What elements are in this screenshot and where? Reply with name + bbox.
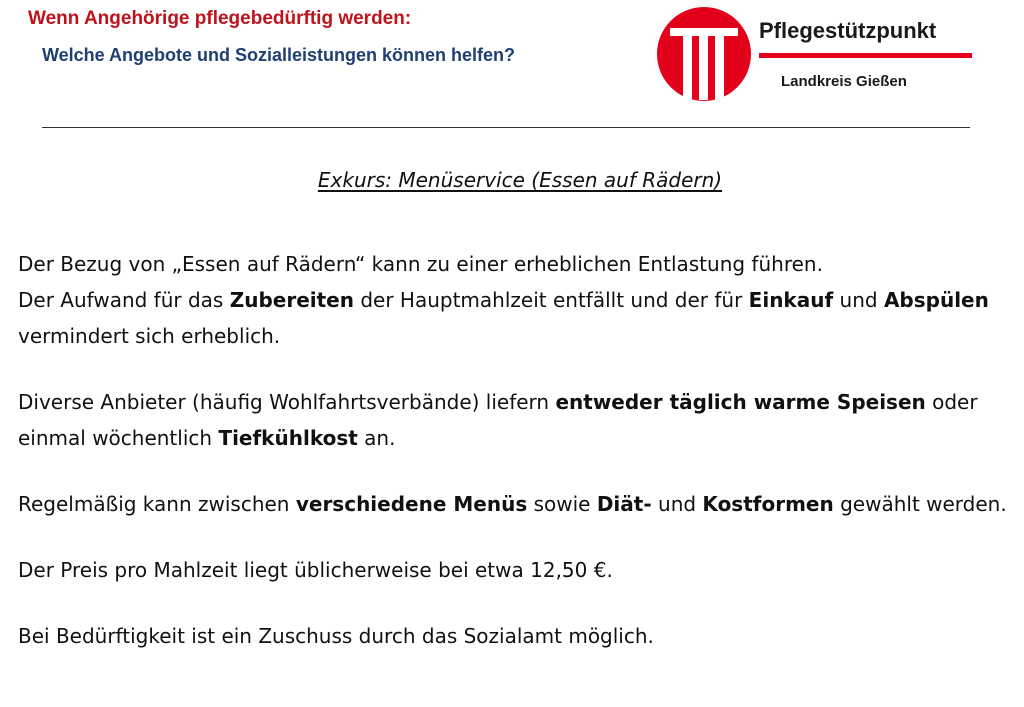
header-divider bbox=[42, 127, 970, 128]
page-subtitle: Welche Angebote und Sozialleistungen können helfen? bbox=[42, 45, 516, 65]
paragraph-2: Der Aufwand für das Zubereiten der Hauptmahlzeit entfällt und der für Einkauf und Abspülen vermindert sich erheblich. bbox=[18, 288, 989, 348]
paragraph-6: Bei Bedürftigkeit ist ein Zuschuss durch das Sozialamt möglich. bbox=[18, 624, 654, 648]
pflegestuetzpunkt-logo bbox=[656, 6, 986, 106]
section-title: Exkurs: Menüservice (Essen auf Rädern) bbox=[317, 168, 723, 192]
paragraph-4: Regelmäßig kann zwischen verschiedene Menüs sowie Diät- und Kostformen gewählt werden. bbox=[18, 492, 1007, 516]
paragraph-5: Der Preis pro Mahlzeit liegt üblicherweise bei etwa 12,50 €. bbox=[18, 558, 613, 582]
logo-bar bbox=[759, 53, 972, 58]
page-title: Wenn Angehörige pflegebedürftig werden: bbox=[28, 8, 412, 29]
logo-mark-icon bbox=[656, 6, 752, 102]
logo-name: Pflegestützpunkt bbox=[759, 18, 937, 43]
paragraph-3: Diverse Anbieter (häufig Wohlfahrtsverbände) liefern entweder täglich warme Speisen oder einmal wöchentlich Tiefkühlkost an. bbox=[18, 390, 978, 450]
paragraph-1: Der Bezug von „Essen auf Rädern“ kann zu einer erheblichen Entlastung führen. bbox=[18, 252, 823, 276]
content-body bbox=[18, 246, 1018, 654]
logo-region: Landkreis Gießen bbox=[781, 73, 907, 90]
